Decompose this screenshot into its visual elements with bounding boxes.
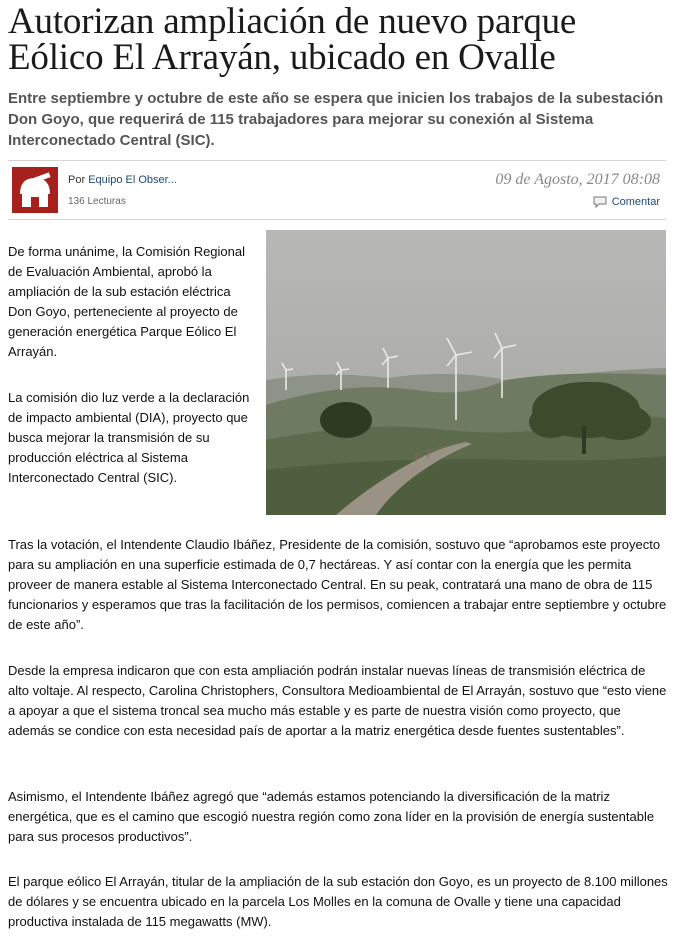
article-meta-bar [8, 160, 666, 220]
article-paragraph: Desde la empresa indicaron que con esta ampliación podrán instalar nuevas líneas de transmisión eléctrica de alto voltaje. Al respecto, Carolina Christophers, Consultora Medioambiental de El Arrayán, sostuvo que “esto viene a apoyar a que el sistema troncal sea mucho más estable y es parte de nuestra visión como proyecto, que además se condice con esta necesidad país de aportar a la matriz energética desde fuentes sustentables”. [8, 663, 667, 738]
read-count: 136 Lecturas [68, 196, 126, 207]
article-paragraph: De forma unánime, la Comisión Regional de Evaluación Ambiental, aprobó la ampliación de la sub estación eléctrica Don Goyo, perteneciente al proyecto de generación energética Parque Eólico El Arrayán. [8, 244, 246, 359]
article-paragraph: La comisión dio luz verde a la declaración de impacto ambiental (DIA), proyecto que busca mejorar la transmisión de su producción eléctrica al Sistema Interconectado Central (SIC). [8, 390, 250, 485]
publish-date: 09 de Agosto, 2017 08:08 [495, 171, 660, 188]
comment-button[interactable] [593, 196, 660, 208]
byline-prefix: Por [68, 174, 86, 186]
author-link[interactable]: Equipo El Obser... [88, 174, 177, 186]
byline [68, 174, 177, 186]
author-avatar[interactable] [12, 167, 58, 213]
wind-farm-photo [266, 230, 666, 515]
speech-bubble-icon [593, 196, 607, 208]
article-lead: Entre septiembre y octubre de este año se espera que inicien los trabajos de la subestación Don Goyo, que requerirá de 115 trabajadores para mejorar su conexión al Sistema Interconectado Central (SIC). [8, 90, 664, 149]
article-paragraph: Tras la votación, el Intendente Claudio Ibáñez, Presidente de la comisión, sostuvo que “aprobamos este proyecto para su ampliación en una superficie estimada de 0,7 hectáreas. Y así contar con la energía que les permita proveer de manera estable al Sistema Interconectado Central. En su peak, contratará una mano de obra de 115 funcionarios y esperamos que tras la facilitación de los permisos, comiencen a trabajar entre septiembre y octubre de este año”. [8, 537, 667, 632]
article-paragraph: El parque eólico El Arrayán, titular de la ampliación de la sub estación don Goyo, es un proyecto de 8.100 millones de dólares y se encuentra ubicado en la parcela Los Molles en la comuna de Ovalle y tiene una capacidad productiva instalada de 115 megawatts (MW). [8, 874, 668, 929]
article-paragraph: Asimismo, el Intendente Ibáñez agregó que “además estamos potenciando la diversificación de la matriz energética, que es el camino que escogió nuestra región como zona líder en la provisión de energía sustentable para sus procesos productivos”. [8, 789, 655, 844]
observatory-dome-logo-icon [12, 167, 58, 213]
article-headline: Autorizan ampliación de nuevo parque Eólico El Arrayán, ubicado en Ovalle [8, 1, 577, 78]
comment-label: Comentar [611, 196, 660, 208]
